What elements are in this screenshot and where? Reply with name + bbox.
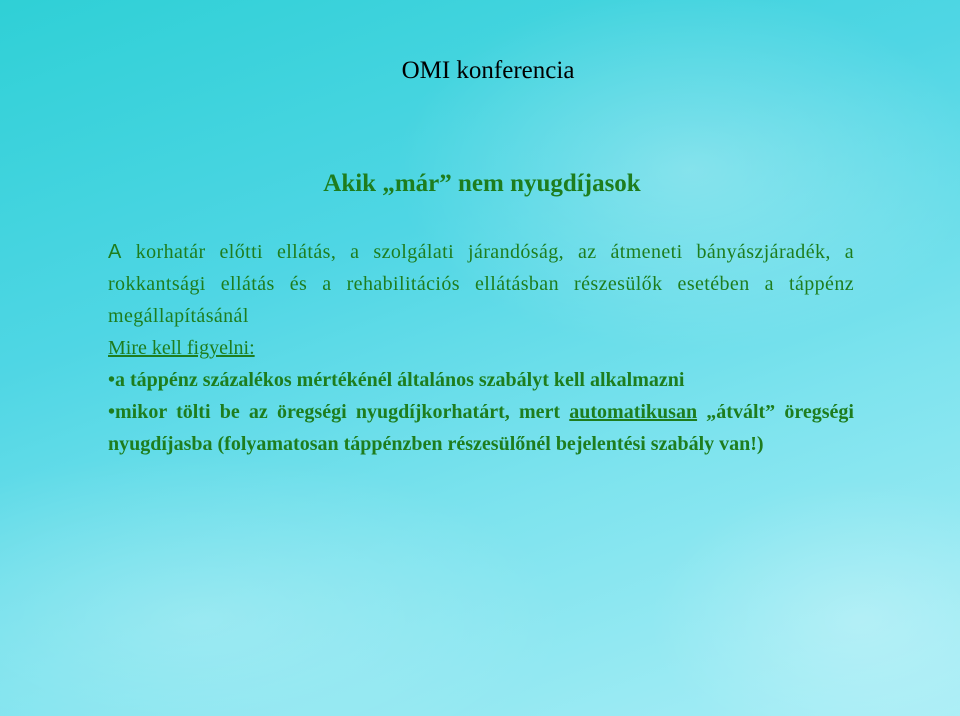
bullet-item-1: •a táppénz százalékos mértékénél általános szabályt kell alkalmazni: [108, 369, 685, 391]
watch-heading: Mire kell figyelni:: [108, 337, 255, 359]
bullet-2-emphasis: automatikusan: [569, 401, 698, 423]
bullet-item-2: [108, 396, 854, 460]
bullet-2-text-before: •mikor tölti be az öregségi nyugdíjkorhatárt, mert: [108, 401, 570, 423]
intro-first-letter: A: [108, 241, 122, 263]
section-title: Akik „már” nem nyugdíjasok: [323, 170, 641, 197]
intro-paragraph: [108, 236, 854, 332]
slide-body: [108, 236, 854, 460]
intro-text: korhatár előtti ellátás, a szolgálati járandóság, az átmeneti bányászjáradék, a rokkantsági ellátás és a rehabilitációs ellátásban részesülők esetében a táppénz megállapításánál: [108, 241, 854, 327]
conference-title: OMI konferencia: [401, 57, 575, 84]
bullet-2-text-after: „átvált” öregségi nyugdíjasba (folyamatosan táppénzben részesülőnél bejelentési szabály van!): [108, 401, 854, 455]
